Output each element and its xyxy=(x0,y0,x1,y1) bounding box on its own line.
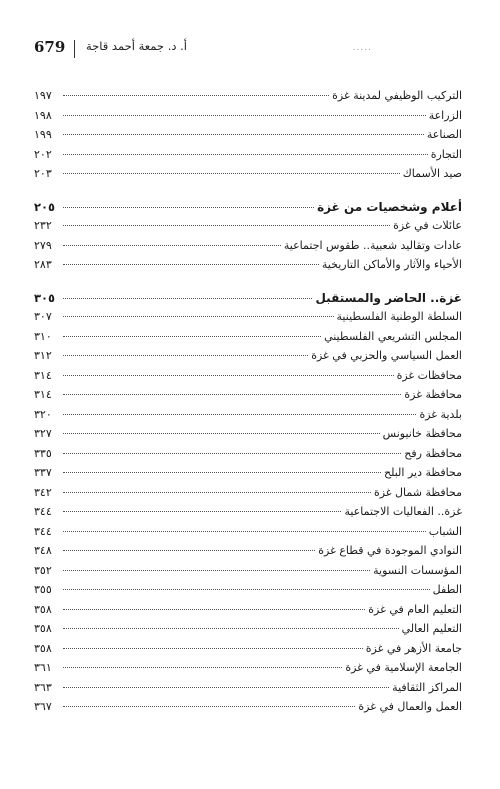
toc-entry-title: الزراعة xyxy=(428,108,462,122)
toc-entry-title: الجامعة الإسلامية في غزة xyxy=(345,661,462,674)
dot-leader xyxy=(63,511,341,512)
toc-entry xyxy=(34,525,462,545)
dot-leader xyxy=(63,316,334,317)
toc-entry xyxy=(34,167,462,187)
toc-entry-title: التركيب الوظيفي لمدينة غزة xyxy=(332,89,462,102)
header-dots: ..... xyxy=(352,43,372,53)
toc-page-number: ٣٥٢ xyxy=(34,563,52,577)
toc-entry xyxy=(34,427,462,447)
toc-entry xyxy=(34,408,462,428)
toc-entry xyxy=(34,239,462,259)
toc-page-number: ٣٤٤ xyxy=(34,524,52,538)
dot-leader xyxy=(63,264,319,265)
dot-leader xyxy=(63,628,399,629)
dot-leader xyxy=(63,134,424,135)
toc-page-number: ٣٤٨ xyxy=(34,544,52,557)
dot-leader xyxy=(63,433,380,434)
toc-entry-title: عائلات في غزة xyxy=(393,219,462,232)
dot-leader xyxy=(63,667,342,668)
toc-entry xyxy=(34,258,462,278)
toc-page-number: ٣٥٨ xyxy=(34,622,52,635)
toc-entry xyxy=(34,148,462,168)
toc-entry-title: أعلام وشخصيات من غزة xyxy=(317,199,462,214)
dot-leader xyxy=(63,706,355,707)
toc-section-heading xyxy=(34,291,462,311)
toc-page-number: ٣١٢ xyxy=(34,349,52,362)
toc-entry xyxy=(34,583,462,603)
toc-page-number: ٣٠٥ xyxy=(34,290,56,305)
toc-entry-title: التعليم العام في غزة xyxy=(368,602,462,616)
dot-leader xyxy=(63,550,315,551)
toc-page-number: ١٩٧ xyxy=(34,89,52,102)
toc-page-number: ١٩٩ xyxy=(34,128,52,141)
toc-entry xyxy=(34,466,462,486)
table-of-contents xyxy=(34,89,462,720)
toc-entry xyxy=(34,89,462,109)
dot-leader xyxy=(63,414,416,415)
dot-leader xyxy=(63,531,426,532)
toc-entry xyxy=(34,349,462,369)
toc-entry-title: الصناعة xyxy=(426,128,462,141)
toc-entry-title: عادات وتقاليد شعبية.. طقوس اجتماعية xyxy=(283,238,462,252)
page-header xyxy=(34,38,464,60)
page-number: 679 xyxy=(34,38,66,56)
dot-leader xyxy=(63,687,389,688)
toc-page-number: ٣٤٤ xyxy=(34,505,52,518)
toc-entry-title: محافظات غزة xyxy=(396,368,462,382)
toc-entry xyxy=(34,486,462,506)
toc-entry-title: بلدية غزة xyxy=(419,407,462,421)
toc-entry-title: محافظة رفح xyxy=(404,446,462,460)
toc-entry-title: العمل السياسي والحزبي في غزة xyxy=(311,349,462,362)
toc-entry xyxy=(34,700,462,720)
toc-page-number: ٣١٤ xyxy=(34,368,52,382)
dot-leader xyxy=(63,95,329,96)
toc-entry xyxy=(34,681,462,701)
toc-entry xyxy=(34,109,462,129)
dot-leader xyxy=(63,173,400,174)
toc-entry xyxy=(34,544,462,564)
toc-entry-title: النوادي الموجودة في قطاع غزة xyxy=(318,544,462,557)
toc-page-number: ٣٥٨ xyxy=(34,602,52,616)
toc-page-number: ٢٠٥ xyxy=(34,199,56,214)
toc-entry-title: الأحياء والآثار والأماكن التاريخية xyxy=(321,258,462,271)
dot-leader xyxy=(63,154,428,155)
dot-leader xyxy=(63,336,321,337)
toc-page-number: ٣٥٥ xyxy=(34,583,52,596)
dot-leader xyxy=(63,609,365,610)
toc-entry-title: الشباب xyxy=(428,524,462,538)
toc-page-number: ١٩٨ xyxy=(34,108,52,122)
toc-page-number: ٢٧٩ xyxy=(34,238,52,252)
dot-leader xyxy=(63,355,308,356)
toc-section-heading xyxy=(34,200,462,220)
toc-entry-title: محافظة شمال غزة xyxy=(373,485,462,499)
dot-leader xyxy=(63,225,390,226)
toc-entry xyxy=(34,505,462,525)
toc-entry xyxy=(34,219,462,239)
dot-leader xyxy=(63,648,363,649)
toc-page-number: ٣٦١ xyxy=(34,661,52,674)
dot-leader xyxy=(63,472,381,473)
toc-page-number: ٣٤٢ xyxy=(34,485,52,499)
toc-entry-title: جامعة الأزهر في غزة xyxy=(365,641,462,655)
dot-leader xyxy=(63,570,370,571)
toc-entry-title: الطفل xyxy=(432,583,462,596)
toc-entry xyxy=(34,622,462,642)
toc-entry xyxy=(34,447,462,467)
toc-entry xyxy=(34,128,462,148)
toc-entry-title: المجلس التشريعي الفلسطيني xyxy=(324,329,462,343)
dot-leader xyxy=(63,394,401,395)
toc-entry xyxy=(34,661,462,681)
toc-entry-title: محافظة خانيونس xyxy=(382,427,462,440)
toc-entry xyxy=(34,564,462,584)
toc-entry xyxy=(34,310,462,330)
toc-entry-title: محافظة دير البلح xyxy=(383,466,462,479)
toc-entry-title: العمل والعمال في غزة xyxy=(358,700,462,713)
toc-page-number: ٣٥٨ xyxy=(34,641,52,655)
toc-entry xyxy=(34,603,462,623)
toc-page-number: ٢٠٢ xyxy=(34,147,52,161)
toc-page-number: ٣٢٧ xyxy=(34,427,52,440)
toc-entry-title: صيد الأسماك xyxy=(402,167,462,180)
dot-leader xyxy=(63,589,430,590)
toc-page-number: ٢٠٣ xyxy=(34,167,52,180)
dot-leader xyxy=(63,453,401,454)
toc-entry-title: التعليم العالي xyxy=(401,622,462,635)
dot-leader xyxy=(63,207,314,208)
toc-entry xyxy=(34,388,462,408)
dot-leader xyxy=(63,115,426,116)
dot-leader xyxy=(63,245,281,246)
toc-entry xyxy=(34,642,462,662)
toc-page-number: ٣٣٥ xyxy=(34,446,52,460)
section-gap xyxy=(34,278,462,291)
toc-entry-title: المراكز الثقافية xyxy=(392,680,462,694)
toc-entry-title: السلطة الوطنية الفلسطينية xyxy=(336,310,462,323)
toc-page-number: ٣٠٧ xyxy=(34,310,52,323)
dot-leader xyxy=(63,298,312,299)
toc-page-number: ٣١٤ xyxy=(34,388,52,401)
toc-page-number: ٣٦٧ xyxy=(34,700,52,713)
toc-page-number: ٣٦٣ xyxy=(34,680,52,694)
toc-page-number: ٣١٠ xyxy=(34,329,52,343)
toc-page-number: ٢٨٣ xyxy=(34,258,52,271)
toc-page-number: ٣٣٧ xyxy=(34,466,52,479)
toc-entry-title: المؤسسات النسوية xyxy=(373,563,462,577)
toc-entry-title: غزة.. الحاضر والمستقبل xyxy=(315,290,462,305)
toc-entry xyxy=(34,369,462,389)
toc-entry-title: محافظة غزة xyxy=(404,388,462,401)
section-gap xyxy=(34,187,462,200)
toc-entry-title: غزة.. الفعاليات الاجتماعية xyxy=(344,505,462,518)
author-name: أ. د. جمعة أحمد قاجة xyxy=(86,39,187,53)
toc-entry xyxy=(34,330,462,350)
toc-page-number: ٣٢٠ xyxy=(34,407,52,421)
dot-leader xyxy=(63,492,371,493)
dot-leader xyxy=(63,375,394,376)
toc-page-number: ٢٣٢ xyxy=(34,219,52,232)
header-divider xyxy=(74,40,75,58)
toc-entry-title: التجارة xyxy=(430,147,462,161)
